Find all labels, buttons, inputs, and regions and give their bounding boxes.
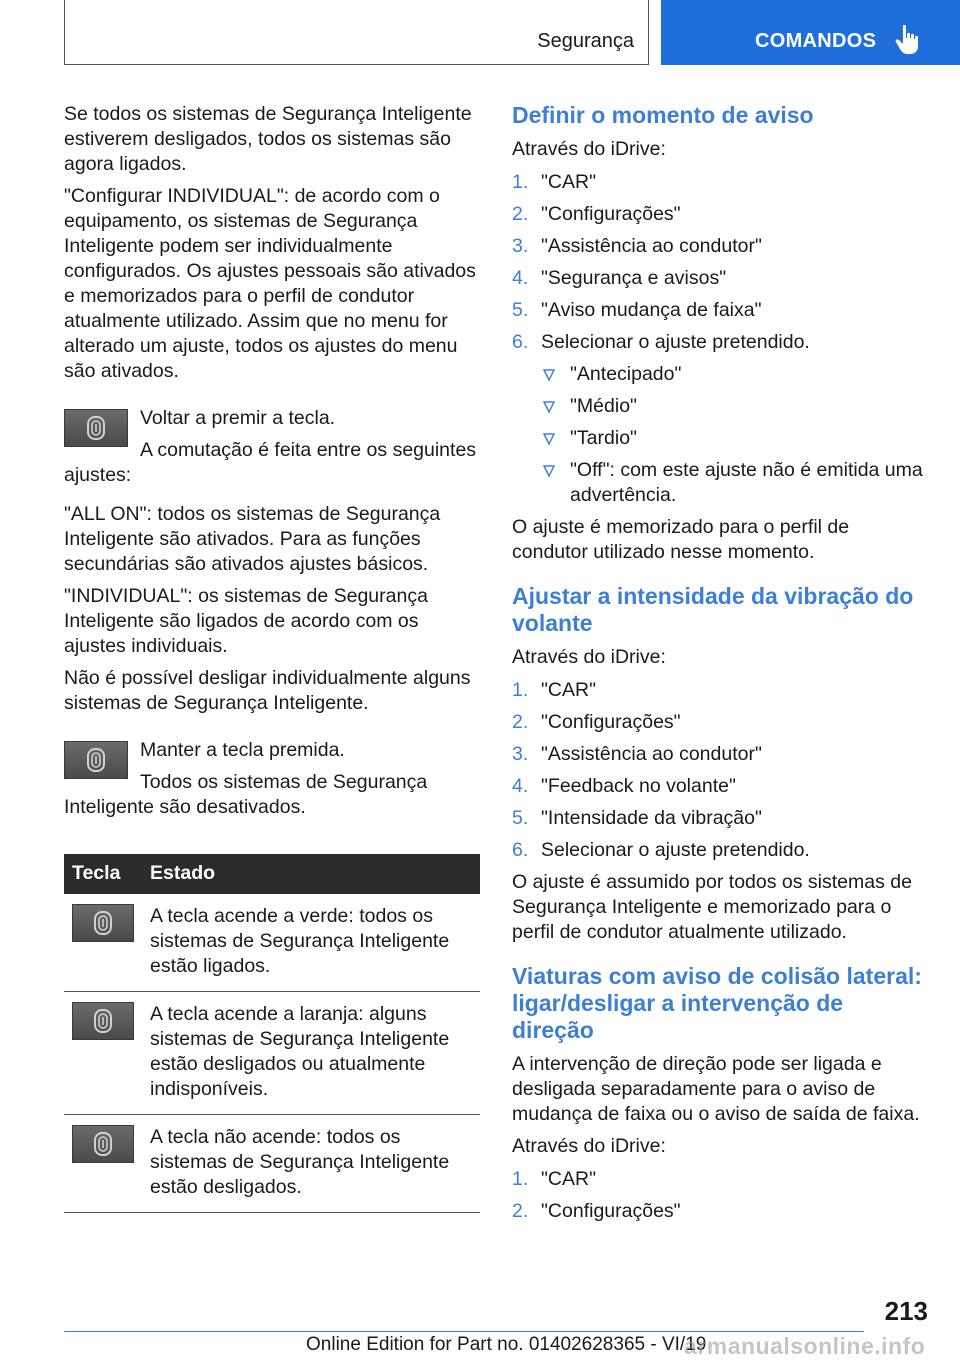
intelligent-safety-icon <box>92 1131 114 1157</box>
section-heading: Ajustar a intensidade da vibração do volante <box>512 583 914 636</box>
watermark: armanualsonline.info <box>684 1333 926 1359</box>
table-cell-state: A tecla não acende: todos os sistemas de Segurança Inteligente estão desligados. <box>142 1115 480 1213</box>
safety-button-image <box>72 1002 134 1040</box>
header-chapter-tab[interactable] <box>661 0 960 65</box>
paragraph: Através do iDrive: <box>512 1135 666 1157</box>
triangle-bullet-icon <box>543 401 555 413</box>
paragraph: "INDIVIDUAL": os sistemas de Segurança Inteligente são ligados de acordo com os ajustes individuais. <box>64 585 428 657</box>
key-instruction-text: Todos os sistemas de Segurança Inteligente são desativados. <box>64 771 428 818</box>
list-item: 5. "Intensidade da vibração" <box>512 807 762 829</box>
paragraph: "Configurar INDIVIDUAL": de acordo com o equipamento, os sistemas de Segurança Inteligente podem ser individualmente configurados. Os ajustes pessoais são ativados e memorizados para o perfil de condutor atualmente utilizado. Assim que no menu for alterado um ajuste, todos os ajustes do menu são ativados. <box>64 185 476 382</box>
key-instruction-text: A comutação é feita entre os seguintes ajustes: <box>64 439 477 486</box>
table-header-key: Tecla <box>64 854 142 894</box>
key-instruction-text: Manter a tecla premida. <box>140 739 345 761</box>
key-state-table <box>64 854 480 1213</box>
key-instruction-text: Voltar a premir a tecla. <box>140 407 336 429</box>
options-list <box>541 362 930 508</box>
list-item: 1. "CAR" <box>512 1168 597 1190</box>
intelligent-safety-icon <box>85 415 107 441</box>
safety-button-image <box>72 1125 134 1163</box>
steps-list-warning-time <box>512 170 930 355</box>
list-item: "Antecipado" <box>541 362 930 387</box>
intelligent-safety-icon <box>92 910 114 936</box>
right-column <box>512 102 930 1231</box>
list-item: "Tardio" <box>541 426 930 451</box>
table-row <box>64 894 480 992</box>
paragraph: "ALL ON": todos os sistemas de Segurança Inteligente são ativados. Para as funções secundárias são ativados ajustes básicos. <box>64 503 441 575</box>
paragraph: Se todos os sistemas de Segurança Inteligente estiverem desligados, todos os sistemas são agora ligados. <box>64 103 472 175</box>
triangle-bullet-icon <box>543 465 555 477</box>
paragraph: O ajuste é assumido por todos os sistemas de Segurança Inteligente e memorizado para o perfil de condutor atualmente utilizado. <box>512 871 912 943</box>
hand-pointer-icon <box>895 24 923 56</box>
list-item: 1. "CAR" <box>512 679 597 701</box>
paragraph: O ajuste é memorizado para o perfil de condutor utilizado nesse momento. <box>512 516 850 563</box>
table-header-state: Estado <box>142 854 480 894</box>
list-item: 2. "Configurações" <box>512 1200 681 1222</box>
steps-list-steering <box>512 1167 930 1224</box>
list-item: 2. "Configurações" <box>512 203 681 225</box>
list-item: "Off": com este ajuste não é emitida uma advertência. <box>541 458 930 508</box>
list-item: 3. "Assistência ao condutor" <box>512 235 762 257</box>
header-chapter-label: COMANDOS <box>755 30 877 52</box>
page-number: 213 <box>884 1296 928 1326</box>
safety-button-image <box>64 409 128 447</box>
list-item: 4. "Segurança e avisos" <box>512 267 727 289</box>
footer-divider <box>64 1331 864 1332</box>
paragraph: A intervenção de direção pode ser ligada e desligada separadamente para o aviso de mudança de faixa ou o aviso de saída de faixa. <box>512 1053 920 1125</box>
table-cell-state: A tecla acende a laranja: alguns sistemas de Segurança Inteligente estão desligados ou atualmente indisponíveis. <box>142 992 480 1115</box>
left-column <box>64 102 480 1213</box>
footer-edition: Online Edition for Part no. 01402628365 - VI/19 <box>306 1334 707 1355</box>
table-cell-state: A tecla acende a verde: todos os sistemas de Segurança Inteligente estão ligados. <box>142 894 480 992</box>
table-row <box>64 992 480 1115</box>
steps-list-vibration <box>512 678 930 863</box>
section-heading: Viaturas com aviso de colisão lateral: ligar/desligar a intervenção de direção <box>512 963 922 1043</box>
header-section-box <box>64 0 649 65</box>
list-item: 4. "Feedback no volante" <box>512 775 736 797</box>
intelligent-safety-icon <box>85 747 107 773</box>
triangle-bullet-icon <box>543 433 555 445</box>
key-instruction-1 <box>64 406 480 495</box>
list-item: 2. "Configurações" <box>512 711 681 733</box>
paragraph: Através do iDrive: <box>512 138 666 160</box>
header-section-title: Segurança <box>537 30 634 52</box>
section-heading: Definir o momento de aviso <box>512 102 814 128</box>
intelligent-safety-icon <box>92 1008 114 1034</box>
list-item: 1. "CAR" <box>512 171 597 193</box>
list-item: 3. "Assistência ao condutor" <box>512 743 762 765</box>
triangle-bullet-icon <box>543 369 555 381</box>
list-item: 6. Selecionar o ajuste pretendido. <box>512 839 810 861</box>
table-row <box>64 1115 480 1213</box>
safety-button-image <box>64 741 128 779</box>
list-item: "Médio" <box>541 394 930 419</box>
key-instruction-2 <box>64 738 480 827</box>
safety-button-image <box>72 904 134 942</box>
list-item: 5. "Aviso mudança de faixa" <box>512 299 762 321</box>
paragraph: Através do iDrive: <box>512 646 666 668</box>
list-item: 6. Selecionar o ajuste pretendido. <box>512 331 810 353</box>
paragraph: Não é possível desligar individualmente alguns sistemas de Segurança Inteligente. <box>64 667 471 714</box>
